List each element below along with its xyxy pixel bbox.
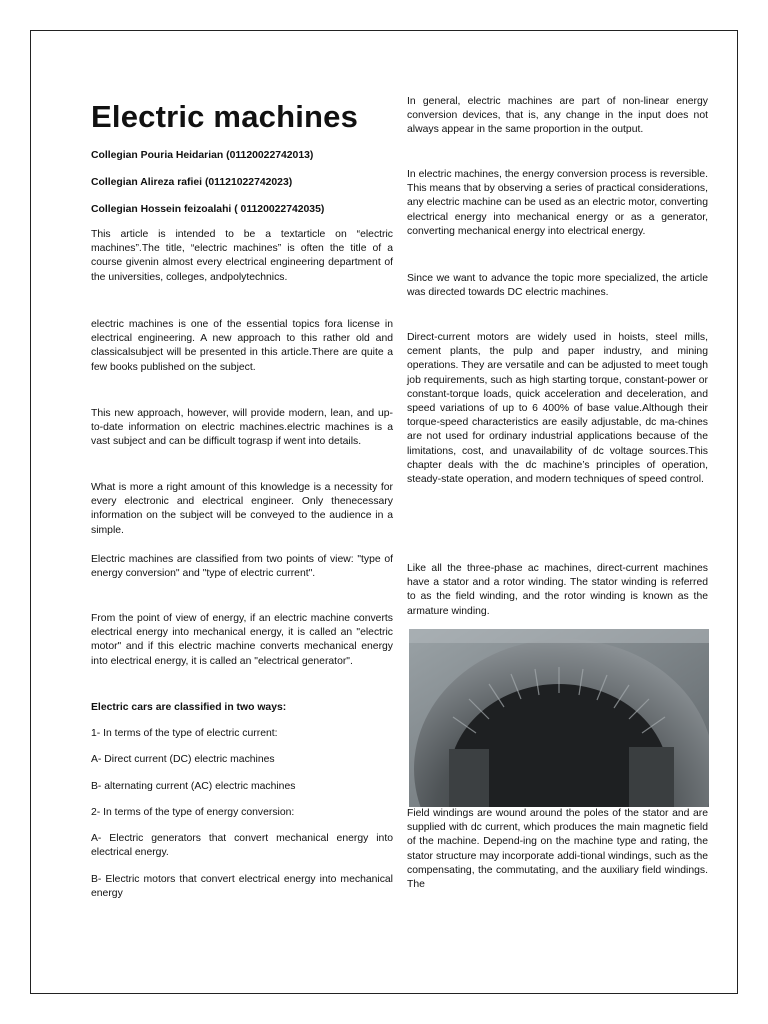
- paragraph: electric machines is one of the essential topics fora license in electrical engineering. A new approach to this rather old and classicalsubject will be presented in this article.There are quite a few books published on the subject.: [91, 319, 393, 373]
- paragraph: Field windings are wound around the poles of the stator and are supplied with dc current, which produces the main magnetic field of the machine. Depend-ing on the machine type and rating, the stator structure may incorporate addi-tional windings, such as the compensating, the commutating, and the auxiliary field windings. The: [407, 808, 708, 891]
- paragraph: Electric machines are classified from two points of view: "type of energy conversion" and "type of electric current".: [91, 554, 393, 580]
- paragraph: Like all the three-phase ac machines, direct-current machines have a stator and a rotor winding. The stator winding is referred to as the field winding, and the rotor winding is known as the armature winding.: [407, 563, 708, 617]
- author-2: Collegian Alireza rafiei (01121022742023): [91, 177, 293, 188]
- paragraph: This new approach, however, will provide modern, lean, and up-to-date information on electric machines.electric machines is a vast subject and can be difficult tograsp if went into details.: [91, 408, 393, 448]
- paragraph: Direct-current motors are widely used in hoists, steel mills, cement plants, the pulp and paper industry, and mining operations. They are versatile and can be adjusted to meet tough job requirements, such as high starting torque, constant-power or constant-torque loads, quick acceleration and deceleration, and speed variations of up to 6 400% of base value.Although their torque-speed characteristics are easily adjustable, dc ma-chines are not used for ordinary industrial applications because of the limitations, cost, and unavailability of dc voltage sources.This chapter deals with the dc machine’s principles of operation, steady-state operation, and modern techniques of speed control.: [407, 332, 708, 486]
- list-item: A- Direct current (DC) electric machines: [91, 754, 275, 765]
- paragraph: This article is intended to be a textarticle on “electric machines”.The title, “electric machines” is often the title of a course givenin almost every electrical engineering department of the universities, colleges, andpolytechnics.: [91, 229, 393, 283]
- paragraph: In electric machines, the energy conversion process is reversible. This means that by observing a series of practical considerations, any electric machine can be used as an electric motor, converting electrical energy into mechanical energy or as a generator, converting mechanical energy into electrical energy.: [407, 169, 708, 237]
- section-heading: Electric cars are classified in two ways:: [91, 702, 287, 713]
- list-item: 1- In terms of the type of electric current:: [91, 728, 278, 739]
- list-item: B- alternating current (AC) electric machines: [91, 781, 296, 792]
- list-item: A- Electric generators that convert mechanical energy into electrical energy.: [91, 833, 393, 859]
- author-1: Collegian Pouria Heidarian (01120022742013): [91, 150, 314, 161]
- list-item: 2- In terms of the type of energy conversion:: [91, 807, 295, 818]
- paragraph: From the point of view of energy, if an electric machine converts electrical energy into mechanical energy, it is called an "electric motor" and if this electric machine converts mechanical energy into electrical energy, it is called an "electrical generator".: [91, 613, 393, 667]
- paragraph: Since we want to advance the topic more specialized, the article was directed towards DC electric machines.: [407, 273, 708, 299]
- list-item: B- Electric motors that convert electrical energy into mechanical energy: [91, 874, 393, 900]
- page-title: Electric machines: [91, 99, 359, 134]
- paragraph: In general, electric machines are part of non-linear energy conversion devices, that is, any change in the input does not always appear in the same proportion in the output.: [407, 96, 708, 136]
- author-3: Collegian Hossein feizoalahi ( 01120022742035): [91, 204, 325, 215]
- paragraph: What is more a right amount of this knowledge is a necessity for every electronic and electrical engineer. Only thenecessary information on the subject will be conveyed to the audience in a simple.: [91, 482, 393, 536]
- dc-machine-photo: [409, 629, 709, 807]
- document-page: [30, 30, 738, 994]
